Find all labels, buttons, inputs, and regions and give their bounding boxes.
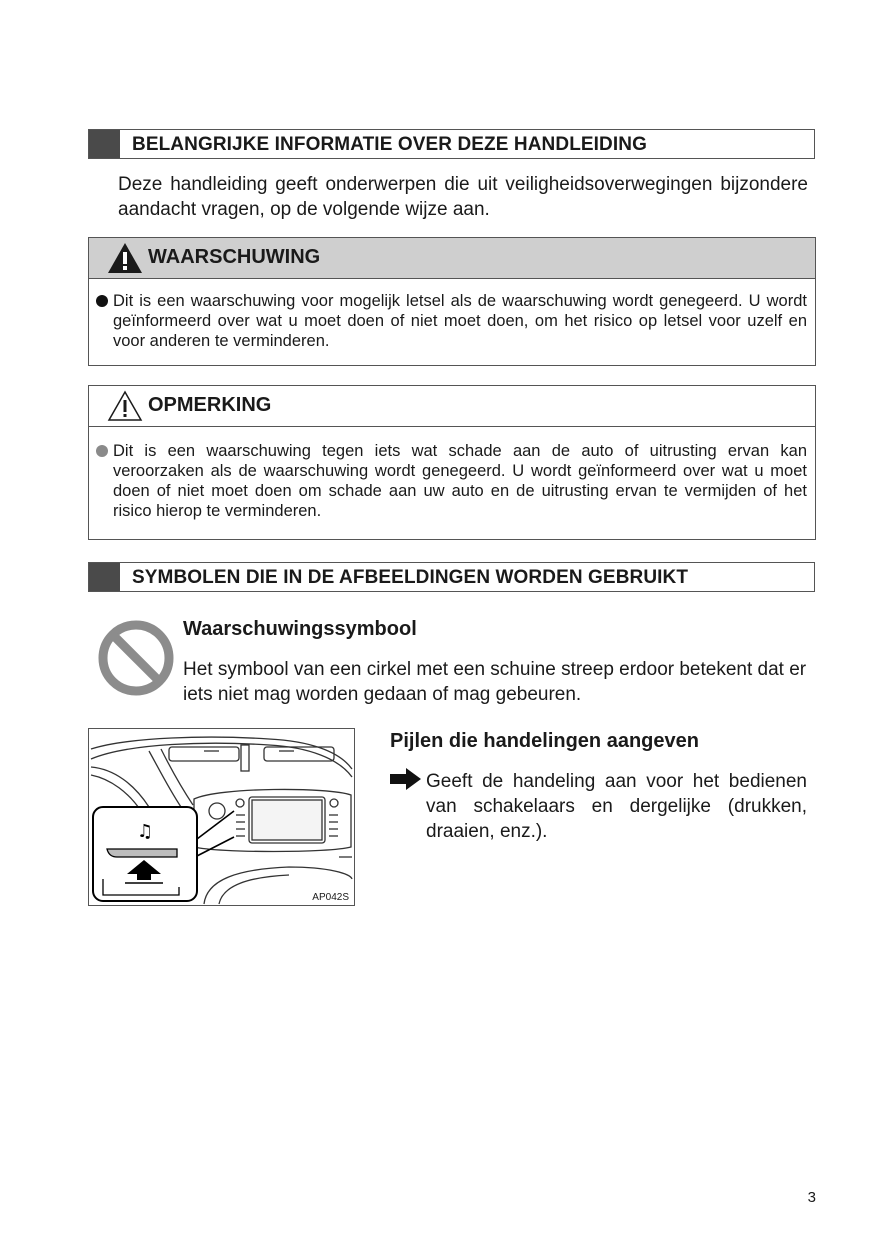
notice-header [89, 386, 815, 427]
warning-header [89, 238, 815, 279]
intro-paragraph: Deze handleiding geeft onderwerpen die uit veiligheidsoverwegingen bijzondere aandacht vragen, op de volgende wijze aan. [118, 174, 808, 220]
warning-box [88, 237, 816, 366]
section-marker [89, 130, 120, 158]
prohibition-text: Het symbool van een cirkel met een schuine streep erdoor betekent dat er iets niet mag worden gedaan of mag gebeuren. [183, 659, 807, 705]
section-title: BELANGRIJKE INFORMATIE OVER DEZE HANDLEIDING [132, 134, 647, 155]
dashboard-drawing [89, 729, 354, 905]
image-code: AP042S [312, 892, 349, 903]
bullet-icon [96, 445, 108, 457]
section-title: SYMBOLEN DIE IN DE AFBEELDINGEN WORDEN GEBRUIKT [132, 567, 689, 588]
bullet-icon [96, 295, 108, 307]
section-header-symbols [88, 562, 815, 592]
caution-triangle-icon [107, 390, 143, 422]
dashboard-illustration [88, 728, 355, 906]
warning-title: WAARSCHUWING [148, 246, 321, 268]
arrows-title: Pijlen die handelingen aangeven [390, 730, 699, 752]
notice-title: OPMERKING [148, 394, 272, 416]
prohibition-icon [97, 619, 175, 697]
section-header-important-info [88, 129, 815, 159]
svg-text:♫: ♫ [137, 821, 154, 842]
action-arrow-icon [390, 767, 422, 791]
notice-box [88, 385, 816, 540]
warning-text: Dit is een waarschuwing voor mogelijk letsel als de waarschuwing wordt genegeerd. U wordt geïnformeerd over wat u moet doen of niet moet doen, om het risico op letsel voor uzelf en voor anderen te verminderen. [113, 292, 807, 350]
page-number: 3 [807, 1189, 816, 1206]
arrows-text: Geeft de handeling aan voor het bedienen van schakelaars en dergelijke (drukken, draaien, enz.). [426, 771, 807, 842]
notice-text: Dit is een waarschuwing tegen iets wat schade aan de auto of uitrusting ervan kan veroorzaken als de waarschuwing wordt genegeerd. U wordt geïnformeerd over wat u moet doen of niet moet doen om schade aan uw auto en de uitrusting ervan te vermijden of het risico hierop te verminderen. [113, 442, 807, 520]
section-marker [89, 563, 120, 591]
warning-triangle-icon [107, 242, 143, 274]
prohibition-title: Waarschuwingssymbool [183, 618, 417, 640]
